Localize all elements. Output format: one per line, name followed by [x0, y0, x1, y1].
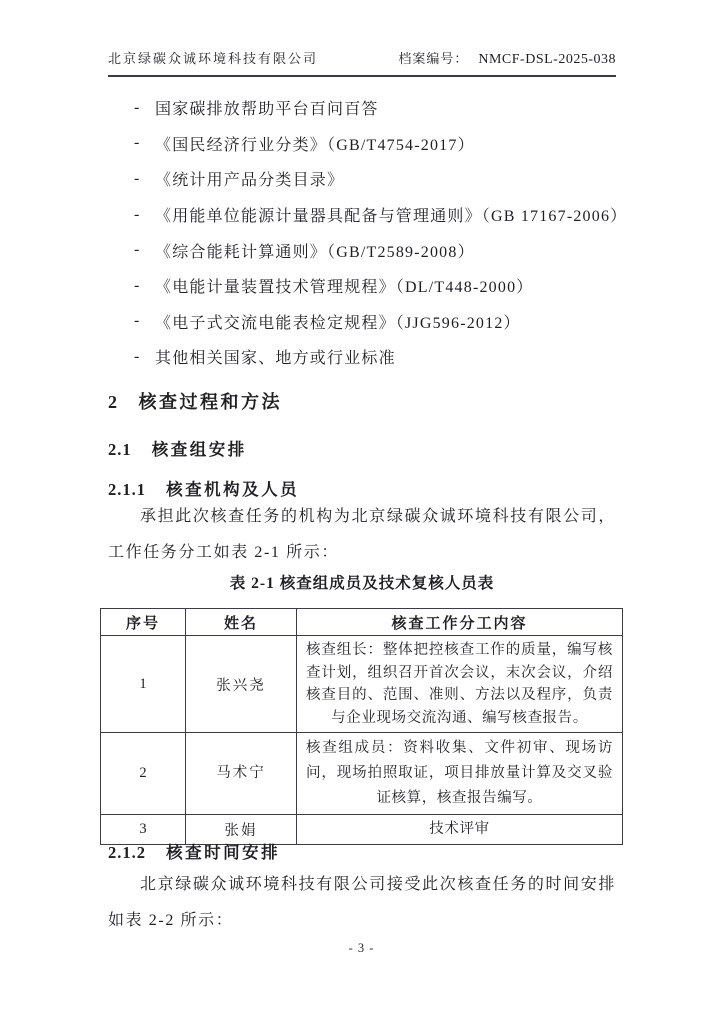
cell-duty: 核查组长：整体把控核查工作的质量，编写核查计划，组织召开首次会议，末次会议，介绍核查目的、范围、准则、方法以及程序，负责与企业现场交流沟通、编写核查报告。 [297, 636, 623, 733]
dash-bullet: - [134, 312, 141, 330]
page-number: - 3 - [348, 941, 375, 955]
column-header-duty: 核查工作分工内容 [297, 609, 623, 636]
list-item-text: 《电能计量装置技术管理规程》（DL/T448-2000） [155, 279, 534, 297]
dash-bullet: - [134, 241, 141, 259]
section-heading-2-1-1 [108, 476, 299, 500]
heading-number: 2.1 [108, 440, 132, 459]
list-item-text: 《电子式交流电能表检定规程》（JJG596-2012） [155, 314, 521, 332]
heading-number: 2.1.2 [108, 843, 146, 862]
list-item-text: 《用能单位能源计量器具配备与管理通则》（GB 17167-2006） [155, 208, 628, 226]
cell-name: 马术宁 [186, 733, 297, 815]
cell-name: 张兴尧 [186, 636, 297, 733]
cell-duty: 核查组成员：资料收集、文件初审、现场访问，现场拍照取证，项目排放量计算及交叉验证核算，核查报告编写。 [297, 733, 623, 815]
list-item [134, 339, 620, 375]
heading-title: 核查机构及人员 [166, 480, 300, 499]
list-item [134, 161, 620, 197]
table-header-row [101, 609, 623, 636]
dash-bullet: - [134, 169, 141, 187]
cell-no: 1 [101, 636, 186, 733]
dash-bullet: - [134, 347, 141, 365]
dash-bullet: - [134, 98, 141, 116]
table-row [101, 733, 623, 815]
list-item-text: 《综合能耗计算通则》（GB/T2589-2008） [155, 243, 475, 261]
cell-no: 2 [101, 733, 186, 815]
list-item-text: 《国民经济行业分类》（GB/T4754-2017） [155, 136, 475, 154]
list-item-text: 国家碳排放帮助平台百问百答 [155, 101, 379, 119]
dash-bullet: - [134, 276, 141, 294]
heading-title: 核查过程和方法 [138, 392, 282, 412]
column-header-no: 序号 [101, 609, 186, 636]
list-item [134, 126, 620, 162]
heading-title: 核查组安排 [151, 440, 247, 459]
list-item [134, 268, 620, 304]
table-caption: 表 2-1 核查组成员及技术复核人员表 [229, 575, 495, 592]
table-row [101, 636, 623, 733]
archive-label: 档案编号： [398, 51, 469, 66]
column-header-name: 姓名 [186, 609, 297, 636]
list-item [134, 90, 620, 126]
dash-bullet: - [134, 205, 141, 223]
dash-bullet: - [134, 134, 141, 152]
members-table [100, 608, 623, 845]
cell-duty: 技术评审 [297, 815, 623, 845]
section-heading-2 [108, 388, 282, 414]
cell-no: 3 [101, 815, 186, 845]
list-item-text: 《统计用产品分类目录》 [155, 172, 345, 190]
archive-number: NMCF-DSL-2025-038 [478, 52, 616, 67]
list-item-text: 其他相关国家、地方或行业标准 [155, 350, 396, 368]
list-item [134, 197, 628, 233]
list-item [134, 304, 620, 340]
team-intro-paragraph: 承担此次核查任务的机构为北京绿碳众诚环境科技有限公司，工作任务分工如表 2-1 所示： [108, 508, 616, 561]
company-name: 北京绿碳众诚环境科技有限公司 [108, 51, 319, 66]
list-item [134, 232, 620, 268]
reference-list [134, 90, 628, 375]
heading-title: 核查时间安排 [166, 843, 281, 862]
section-heading-2-1-2 [108, 839, 280, 863]
cell-name: 张娟 [186, 815, 297, 845]
archive-number-group [398, 48, 616, 68]
heading-number: 2 [108, 392, 118, 412]
section-heading-2-1 [108, 436, 247, 460]
page-header [108, 48, 616, 77]
heading-number: 2.1.1 [108, 480, 146, 499]
schedule-intro-paragraph: 北京绿碳众诚环境科技有限公司接受此次核查任务的时间安排如表 2-2 所示： [108, 876, 616, 929]
